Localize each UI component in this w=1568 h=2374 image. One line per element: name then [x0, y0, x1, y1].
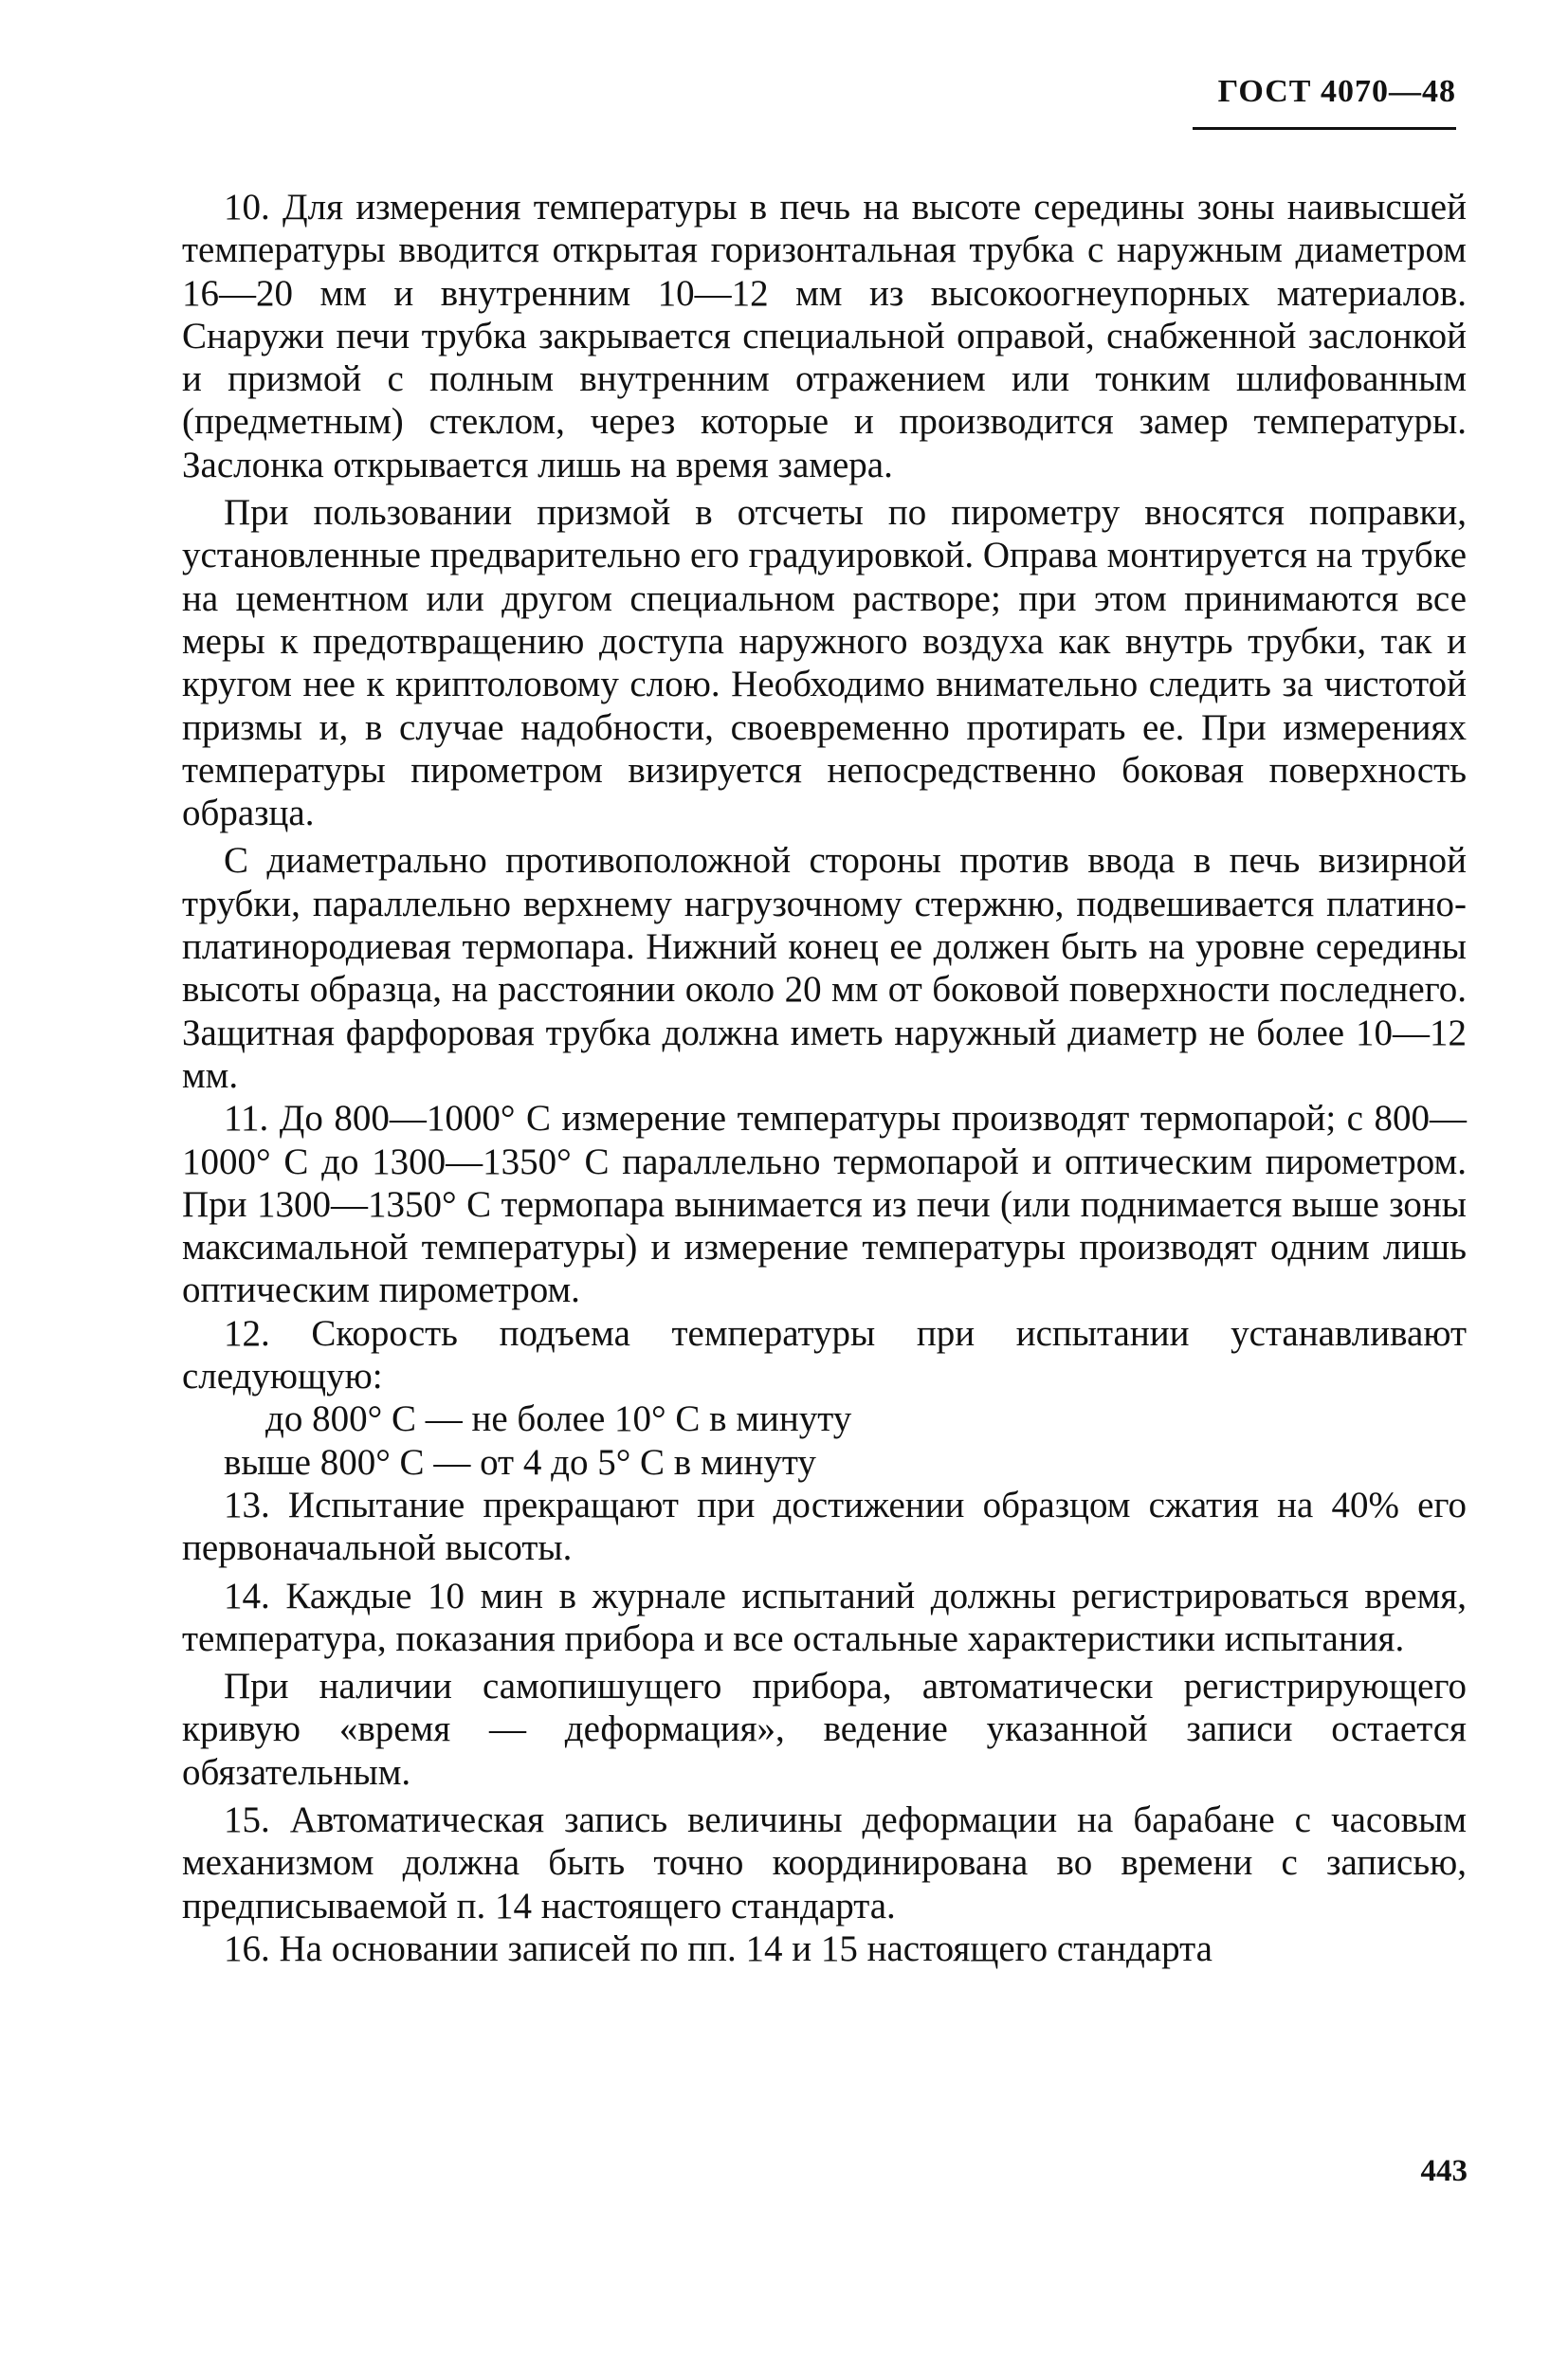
- paragraph-16: 16. На основании записей по пп. 14 и 15 настоящего стандарта: [224, 1927, 1212, 1969]
- paragraph-12: 12. Скорость подъема температуры при испытании устанавливают следующую:: [182, 1312, 1467, 1397]
- paragraph-11: 11. До 800—1000° С измерение температуры производят термопарой; с 800—1000° С до 1300—1350° С параллельно термопарой и оптическим пирометром. При 1300—1350° С термопара вынимается из печи (или поднимается выше зоны максимальной температуры) и измерение температуры производят одним лишь оптическим пирометром.: [182, 1098, 1467, 1311]
- rate-above-800: выше 800° С — от 4 до 5° С в минуту: [224, 1441, 816, 1483]
- paragraph-15: 15. Автоматическая запись величины деформации на барабане с часовым механизмом должна быть точно координирована во времени с записью, предписываемой п. 14 настоящего стандарта.: [182, 1799, 1467, 1927]
- paragraph-14: 14. Каждые 10 мин в журнале испытаний должны регистрироваться время, температура, показания прибора и все остальные характеристики испытания.: [182, 1575, 1467, 1659]
- paragraph-recorder: При наличии самопишущего прибора, автоматически регистрирующего кривую «время — деформация», ведение указанной записи остается обязательным.: [182, 1666, 1467, 1793]
- paragraph-prism: При пользовании призмой в отсчеты по пирометру вносятся поправки, установленные предварительно его градуировкой. Оправа монтируется на трубке на цементном или другом специальном растворе; при этом принимаются все меры к предотвращению доступа наружного воздуха как внутрь трубки, так и кругом нее к криптоловому слою. Необходимо внимательно следить за чистотой призмы и, в случае надобности, своевременно протирать ее. При измерениях температуры пирометром визируется непосредственно боковая поверхность образца.: [182, 492, 1467, 834]
- paragraph-thermocouple: С диаметрально противоположной стороны против ввода в печь визирной трубки, параллельно верхнему нагрузочному стержню, подвешивается платино-платинородиевая термопара. Нижний конец ее должен быть на уровне середины высоты образца, на расстоянии около 20 мм от боковой поверхности последнего. Защитная фарфоровая трубка должна иметь наружный диаметр не более 10—12 мм.: [182, 840, 1467, 1096]
- document-header: ГОСТ 4070—48: [1217, 74, 1456, 109]
- page-number: 443: [1420, 2154, 1468, 2188]
- paragraph-10: 10. Для измерения температуры в печь на высоте середины зоны наивысшей температуры вводится открытая горизонтальная трубка с наружным диаметром 16—20 мм и внутренним 10—12 мм из высокоогнеупорных материалов. Снаружи печи трубка закрывается специальной оправой, снабженной заслонкой и призмой с полным внутренним отражением или тонким шлифованным (предметным) стеклом, через которые и производится замер температуры. Заслонка открывается лишь на время замера.: [182, 187, 1467, 485]
- body-text: [182, 186, 1467, 1970]
- header-rule: [1193, 127, 1456, 130]
- rate-below-800: до 800° С — не более 10° С в минуту: [265, 1398, 852, 1440]
- paragraph-13: 13. Испытание прекращают при достижении образцом сжатия на 40% его первоначальной высоты.: [182, 1484, 1467, 1569]
